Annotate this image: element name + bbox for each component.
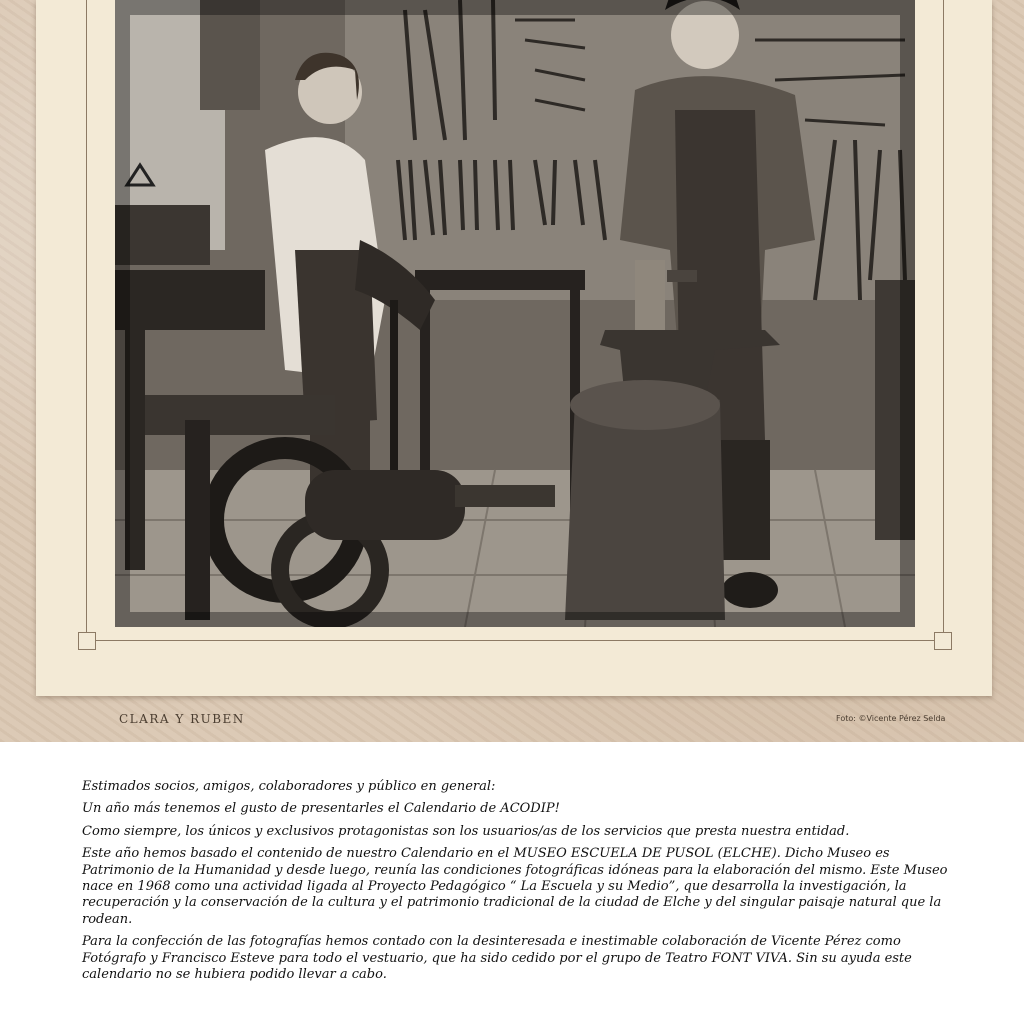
intro-letter xyxy=(82,779,952,989)
photo-credit: Foto: ©Vicente Pérez Selda xyxy=(836,714,946,723)
letter-paragraph: Un año más tenemos el gusto de presentarles el Calendario de ACODIP! xyxy=(82,801,560,817)
frame-corner-ornament xyxy=(934,632,952,650)
letter-paragraph: Como siempre, los únicos y exclusivos protagonistas son los usuarios/as de los servicios que presta nuestra entidad. xyxy=(82,823,850,839)
letter-paragraph: Para la confección de las fotografías hemos contado con la desinteresada e inestimable colaboración de Vicente Pérez como Fotógrafo y Francisco Esteve para todo el vestuario, que ha sido cedido por el grupo de Teatro FONT VIVA. Sin su ayuda este calendario no se hubiera podido llevar a cabo. xyxy=(82,934,912,983)
frame-corner-ornament xyxy=(78,632,96,650)
photo-illustration xyxy=(115,0,915,627)
letter-paragraph: Este año hemos basado el contenido de nuestro Calendario en el MUSEO ESCUELA DE PUSOL (ELCHE). Dicho Museo es Patrimonio de la Humanidad y desde luego, reunía las condiciones fotográficas idóneas para la elaboración del mismo. Este Museo nace en 1968 como una actividad ligada al Proyecto Pedagógico “ La Escuela y su Medio”, que desarrolla la investigación, la recuperación y la conservación de la cultura y el patrimonio tradicional de la ciudad de Elche y del singular paisaje natural que la rodean. xyxy=(82,846,948,927)
letter-greeting: Estimados socios, amigos, colaboradores y público en general: xyxy=(82,779,496,794)
photo-caption: CLARA Y RUBEN xyxy=(119,712,245,726)
blacksmith-photo xyxy=(115,0,915,627)
